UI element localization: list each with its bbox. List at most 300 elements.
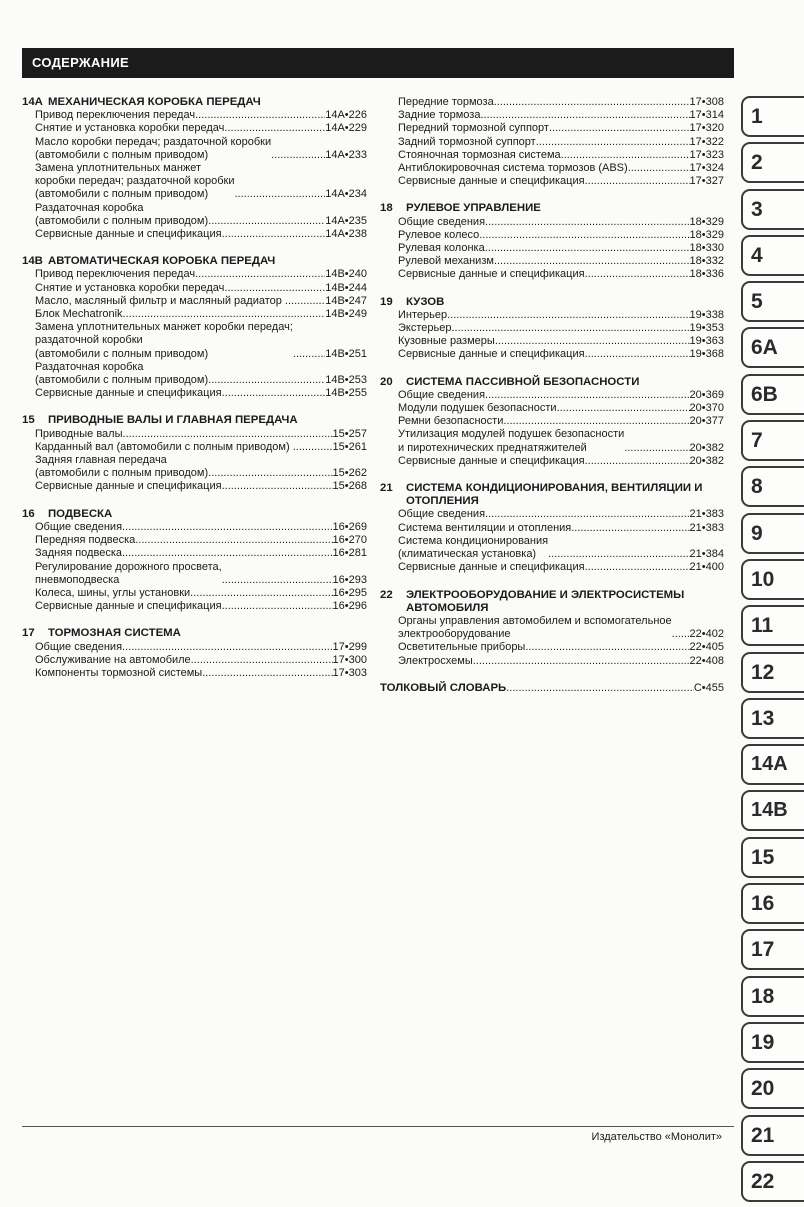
- leader-dots: [224, 122, 325, 135]
- toc-entry-page: 14A•233: [325, 148, 367, 161]
- toc-entry-line: раздаточной коробки: [35, 334, 143, 347]
- toc-entry-line: Стояночная тормозная система: [398, 148, 561, 161]
- section-number: 17: [22, 627, 35, 640]
- toc-entry-line: Задний тормозной суппорт: [398, 135, 536, 148]
- toc-entry-page: 17•303: [332, 666, 367, 679]
- leader-dots: [222, 574, 333, 587]
- toc-entry-line: Сервисные данные и спецификация: [35, 600, 222, 613]
- toc-entry[interactable]: [398, 322, 724, 335]
- toc-entry-page: 14A•238: [325, 228, 367, 241]
- toc-entry-line: Общие сведения: [35, 520, 123, 533]
- toc-entry-page: 14B•251: [325, 347, 367, 360]
- toc-right-sections: [380, 202, 724, 667]
- toc-entry-label: [35, 295, 291, 308]
- toc-entry-line: Рулевой механизм: [398, 255, 494, 268]
- chapter-tab-1[interactable]: 1: [741, 96, 804, 137]
- toc-entry[interactable]: [398, 415, 724, 428]
- toc-section-entries: [22, 521, 367, 613]
- toc-entry-line: Кузовные размеры: [398, 335, 495, 348]
- chapter-tab-3[interactable]: 3: [741, 189, 804, 230]
- toc-entry[interactable]: [398, 309, 724, 322]
- toc-section-entries: [380, 615, 724, 668]
- toc-entry-line: Сервисные данные и спецификация: [35, 387, 222, 400]
- toc-entry-label: [398, 402, 557, 415]
- section-title: ЭЛЕКТРООБОРУДОВАНИЕ И ЭЛЕКТРОСИСТЕМЫ АВТОМОБИЛЯ: [406, 588, 685, 614]
- glossary-page: С•455: [693, 681, 724, 694]
- toc-entry-page: 16•293: [332, 573, 367, 586]
- section-number: 14A: [22, 96, 43, 108]
- toc-entry-line: Привод переключения передач: [35, 109, 196, 122]
- toc-entry-line: Рулевое колесо: [398, 228, 480, 241]
- toc-entry-page: 18•329: [689, 215, 724, 228]
- leader-dots: [447, 309, 689, 322]
- chapter-tab-17[interactable]: 17: [741, 929, 804, 970]
- toc-entry-line: Рулевая колонка: [398, 242, 485, 255]
- toc-entry[interactable]: [35, 295, 367, 308]
- leader-dots: [485, 389, 690, 402]
- chapter-tab-2[interactable]: 2: [741, 142, 804, 183]
- toc-entry[interactable]: [35, 521, 367, 534]
- toc-entry[interactable]: [35, 308, 367, 321]
- section-title: ПОДВЕСКА: [48, 507, 113, 520]
- toc-entry-page: 14A•235: [325, 214, 367, 227]
- toc-entry[interactable]: [35, 454, 367, 480]
- toc-entry[interactable]: [35, 587, 367, 600]
- leader-dots: [494, 255, 690, 268]
- toc-entry-line: Колеса, шины, углы установки: [35, 586, 191, 599]
- toc-entry-page: 15•268: [332, 480, 367, 493]
- toc-entry[interactable]: [35, 534, 367, 547]
- toc-entry-page: 20•369: [689, 388, 724, 401]
- toc-entry-page: 19•363: [689, 335, 724, 348]
- toc-entry[interactable]: [398, 389, 724, 402]
- toc-entry-page: 21•384: [689, 548, 724, 561]
- section-number: 15: [22, 414, 35, 427]
- toc-entry-line: Масло, масляный фильтр и масляный радиатор ..: [35, 294, 292, 307]
- toc-entry-page: 14B•240: [325, 268, 367, 281]
- leader-dots: [480, 109, 689, 122]
- chapter-tab-19[interactable]: 19: [741, 1022, 804, 1063]
- toc-entry-page: 17•300: [332, 653, 367, 666]
- section-title: ТОРМОЗНАЯ СИСТЕМА: [48, 627, 181, 640]
- toc-section-heading[interactable]: [380, 376, 724, 389]
- chapter-tab-5[interactable]: 5: [741, 281, 804, 322]
- toc-entry-page: 17•314: [689, 109, 724, 122]
- toc-entry-page: 22•402: [689, 628, 724, 641]
- leader-dots: [672, 628, 690, 641]
- toc-entry-label: [398, 455, 585, 468]
- toc-entry[interactable]: [35, 441, 367, 454]
- toc-entry-page: 17•324: [689, 162, 724, 175]
- toc-entry-line: Экстерьер: [398, 322, 452, 335]
- toc-entry-label: [398, 255, 494, 268]
- toc-right-column: [380, 96, 724, 695]
- toc-entry[interactable]: [398, 109, 724, 122]
- toc-entry-line: коробки передач; раздаточной коробки: [35, 175, 235, 188]
- toc-entry-page: 17•299: [332, 640, 367, 653]
- toc-entry[interactable]: [35, 361, 367, 387]
- toc-section-heading[interactable]: [380, 202, 724, 215]
- toc-entry-label: [398, 522, 571, 535]
- toc-entry-label: [35, 308, 123, 321]
- toc-entry-line: (автомобили с полным приводом): [35, 467, 209, 480]
- toc-entry-label: [398, 322, 451, 335]
- toc-entry-line: (автомобили с полным приводом): [35, 347, 209, 360]
- leader-dots: [195, 268, 325, 281]
- toc-entry[interactable]: [398, 655, 724, 668]
- toc-entry[interactable]: [35, 109, 367, 122]
- toc-entry-label: [398, 109, 480, 122]
- section-number: 20: [380, 375, 393, 388]
- toc-entry[interactable]: [398, 561, 724, 574]
- leader-dots: [451, 322, 689, 335]
- leader-dots: [122, 641, 333, 654]
- section-number: 16: [22, 507, 35, 520]
- toc-section-heading[interactable]: [22, 627, 367, 640]
- toc-entry-label: [398, 508, 485, 521]
- toc-entry[interactable]: [35, 654, 367, 667]
- chapter-tab-7[interactable]: 7: [741, 420, 804, 461]
- section-number: 22: [380, 588, 393, 601]
- section-title: РУЛЕВОЕ УПРАВЛЕНИЕ: [406, 202, 541, 215]
- toc-section-19: [380, 296, 724, 362]
- toc-left-column: [22, 96, 367, 694]
- toc-entry-label: [398, 428, 624, 454]
- toc-entry-page: 14A•226: [325, 109, 367, 122]
- toc-section-heading[interactable]: [22, 508, 367, 521]
- toc-entry[interactable]: [398, 216, 724, 229]
- toc-section-heading[interactable]: [22, 414, 367, 427]
- toc-entry-page: 18•330: [689, 242, 724, 255]
- toc-entry-label: [35, 561, 222, 587]
- toc-entry-label: [398, 655, 473, 668]
- toc-entry-page: 16•296: [332, 600, 367, 613]
- toc-entry-page: 14B•244: [325, 281, 367, 294]
- section-number: 21: [380, 482, 393, 495]
- toc-entry-page: 19•368: [689, 348, 724, 361]
- toc-entry-label: [398, 615, 672, 641]
- chapter-tab-20[interactable]: 20: [741, 1068, 804, 1109]
- toc-entry[interactable]: [35, 667, 367, 680]
- toc-entry-label: [398, 389, 485, 402]
- toc-entry-line: Регулирование дорожного просвета,: [35, 560, 222, 573]
- leader-dots: [202, 667, 332, 680]
- toc-entry-label: [398, 348, 585, 361]
- toc-entry-page: 22•405: [689, 641, 724, 654]
- toc-entry-label: [35, 268, 195, 281]
- toc-entry[interactable]: [35, 480, 367, 493]
- toc-entry-label: [35, 441, 299, 454]
- toc-entry-line: Блок Mechatronik: [35, 308, 123, 321]
- toc-section-21: [380, 482, 724, 574]
- leader-dots: [271, 149, 325, 162]
- toc-entry[interactable]: [398, 508, 724, 521]
- toc-entry-page: 19•338: [689, 308, 724, 321]
- toc-entry-page: 20•377: [689, 415, 724, 428]
- toc-entry-page: 17•323: [689, 148, 724, 161]
- toc-entry[interactable]: [398, 455, 724, 468]
- section-title: КУЗОВ: [406, 295, 445, 308]
- leader-dots: [525, 641, 689, 654]
- toc-entry-label: [35, 667, 202, 680]
- leader-dots: [195, 109, 325, 122]
- leader-dots: [585, 268, 690, 281]
- toc-entry[interactable]: [35, 202, 367, 228]
- toc-entry-label: [398, 309, 447, 322]
- toc-section-heading[interactable]: [22, 255, 367, 268]
- section-number: 18: [380, 202, 393, 215]
- toc-entry-line: пневмоподвеска: [35, 573, 120, 586]
- toc-entry-page: 14B•253: [325, 374, 367, 387]
- toc-entry[interactable]: [35, 321, 367, 361]
- toc-entry-label: [35, 587, 190, 600]
- toc-entry-line: (автомобили с полным приводом): [35, 374, 209, 387]
- toc-entry-page: 21•400: [689, 561, 724, 574]
- toc-section-15: [22, 414, 367, 493]
- glossary-label: ТОЛКОВЫЙ СЛОВАРЬ: [380, 681, 507, 694]
- toc-entry-page: 14B•247: [325, 294, 367, 307]
- toc-entry[interactable]: [35, 122, 367, 135]
- toc-entry-line: и пиротехнических преднатяжителей: [398, 441, 587, 454]
- toc-entry[interactable]: [35, 136, 367, 162]
- toc-entry-page: 18•332: [689, 255, 724, 268]
- leader-dots: [485, 508, 690, 521]
- toc-entry[interactable]: [398, 615, 724, 641]
- toc-entry-label: [398, 136, 536, 149]
- chapter-tab-13[interactable]: 13: [741, 698, 804, 739]
- chapter-tab-16[interactable]: 16: [741, 883, 804, 924]
- toc-entry-line: Привод переключения передач: [35, 268, 196, 281]
- leader-dots: [191, 654, 333, 667]
- toc-entry-label: [35, 122, 224, 135]
- leader-dots: [123, 308, 326, 321]
- toc-entry[interactable]: [35, 228, 367, 241]
- toc-entry-label: [398, 268, 585, 281]
- leader-dots: [503, 415, 689, 428]
- toc-entry[interactable]: [35, 428, 367, 441]
- leader-dots: [222, 480, 333, 493]
- toc-section-entries: [22, 268, 367, 400]
- chapter-tab-22[interactable]: 22: [741, 1161, 804, 1202]
- toc-entry-line: Осветительные приборы: [398, 641, 526, 654]
- chapter-tab-15[interactable]: 15: [741, 837, 804, 878]
- toc-entry[interactable]: [398, 535, 724, 561]
- chapter-tab-6a[interactable]: 6A: [741, 327, 804, 368]
- toc-entry-label: [35, 136, 271, 162]
- toc-entry-label: [398, 561, 585, 574]
- toc-entry[interactable]: [398, 348, 724, 361]
- toc-entry[interactable]: [398, 428, 724, 454]
- toc-entry-page: 16•270: [332, 534, 367, 547]
- chapter-tab-10[interactable]: 10: [741, 559, 804, 600]
- leader-dots: [222, 228, 326, 241]
- leader-dots: [224, 282, 325, 295]
- chapter-tab-6b[interactable]: 6B: [741, 374, 804, 415]
- leader-dots: [291, 295, 325, 308]
- toc-entry-page: 21•383: [689, 521, 724, 534]
- toc-entry[interactable]: [35, 282, 367, 295]
- toc-entry-label: [35, 600, 222, 613]
- toc-section-heading[interactable]: [380, 482, 724, 508]
- chapter-tab-14a[interactable]: 14A: [741, 744, 804, 785]
- toc-glossary[interactable]: [380, 682, 724, 695]
- toc-section-entries: [380, 309, 724, 362]
- toc-entry[interactable]: [398, 96, 724, 109]
- toc-entry[interactable]: [398, 402, 724, 415]
- chapter-tab-11[interactable]: 11: [741, 605, 804, 646]
- toc-entry[interactable]: [35, 641, 367, 654]
- toc-section-20: [380, 376, 724, 468]
- toc-entry-page: 19•353: [689, 322, 724, 335]
- toc-entry-page: 18•336: [689, 268, 724, 281]
- chapter-tab-18[interactable]: 18: [741, 976, 804, 1017]
- toc-entry-label: [35, 202, 208, 228]
- leader-dots: [495, 335, 690, 348]
- leader-dots: [585, 561, 690, 574]
- toc-entry-line: Передние тормоза: [398, 96, 494, 108]
- toc-entry[interactable]: [398, 268, 724, 281]
- publisher-name: Издательство «Монолит»: [591, 1131, 722, 1143]
- chapter-tab-9[interactable]: 9: [741, 513, 804, 554]
- leader-dots: [479, 229, 689, 242]
- section-title: МЕХАНИЧЕСКАЯ КОРОБКА ПЕРЕДАЧ: [48, 96, 261, 108]
- toc-entry[interactable]: [398, 335, 724, 348]
- toc-entry-page: 16•281: [332, 547, 367, 560]
- leader-dots: [293, 348, 325, 361]
- toc-entry-page: 20•382: [689, 441, 724, 454]
- toc-entry-line: электрооборудование: [398, 628, 511, 641]
- toc-entry-page: 17•327: [689, 175, 724, 188]
- toc-entry-page: 14B•255: [325, 387, 367, 400]
- toc-entry-line: Сервисные данные и спецификация: [398, 454, 585, 467]
- toc-entry-line: Передняя подвеска: [35, 534, 136, 547]
- toc-entry[interactable]: [398, 162, 724, 175]
- section-title: СИСТЕМА КОНДИЦИОНИРОВАНИЯ, ВЕНТИЛЯЦИИ И ОТОПЛЕНИЯ: [406, 482, 703, 508]
- leader-dots: [222, 600, 333, 613]
- toc-entry[interactable]: [398, 255, 724, 268]
- toc-entry-label: [398, 229, 479, 242]
- toc-entry-line: Утилизация модулей подушек безопасности: [398, 428, 625, 441]
- toc-entry-page: 15•257: [332, 427, 367, 440]
- toc-entry-page: 15•262: [332, 467, 367, 480]
- toc-entry-line: Общие сведения: [398, 508, 486, 521]
- toc-entry-line: Сервисные данные и спецификация: [35, 480, 222, 493]
- toc-entry[interactable]: [398, 229, 724, 242]
- chapter-tab-4[interactable]: 4: [741, 235, 804, 276]
- toc-entry-label: [398, 242, 485, 255]
- toc-entry[interactable]: [398, 175, 724, 188]
- toc-entry[interactable]: [398, 242, 724, 255]
- toc-section-14b: [22, 255, 367, 400]
- toc-entry-line: Передний тормозной суппорт: [398, 122, 549, 135]
- toc-section-entries: [380, 508, 724, 574]
- section-title: СИСТЕМА ПАССИВНОЙ БЕЗОПАСНОСТИ: [406, 375, 640, 388]
- leader-dots: [624, 442, 689, 455]
- toc-section-entries: [22, 641, 367, 681]
- toc-entry[interactable]: [35, 561, 367, 587]
- toc-entry-label: [35, 654, 191, 667]
- toc-entry-page: 17•308: [689, 96, 724, 108]
- toc-entry-label: [398, 96, 494, 109]
- toc-entry-line: Приводные валы: [35, 427, 123, 440]
- toc-entry-label: [398, 216, 485, 229]
- chapter-tab-21[interactable]: 21: [741, 1115, 804, 1156]
- toc-entry-line: Система вентиляции и отопления: [398, 521, 572, 534]
- toc-section-heading[interactable]: [22, 96, 367, 109]
- toc-section-17: [22, 627, 367, 680]
- toc-entry[interactable]: [35, 268, 367, 281]
- toc-entry[interactable]: [35, 600, 367, 613]
- toc-entry-label: [398, 415, 503, 428]
- toc-entry-label: [35, 109, 195, 122]
- leader-dots: [494, 96, 690, 109]
- toc-entry[interactable]: [398, 136, 724, 149]
- leader-dots: [234, 188, 325, 201]
- toc-entry[interactable]: [398, 641, 724, 654]
- toc-entry-line: Общие сведения: [398, 215, 486, 228]
- toc-section-22: [380, 589, 724, 668]
- toc-entry-label: [35, 162, 234, 202]
- leader-dots: [585, 455, 690, 468]
- toc-entry-line: Интерьер: [398, 308, 448, 321]
- leader-dots: [571, 522, 689, 535]
- toc-entry-line: Ремни безопасности: [398, 415, 504, 428]
- toc-entry[interactable]: [398, 522, 724, 535]
- toc-entry-label: [35, 534, 135, 547]
- leader-dots: [485, 242, 690, 255]
- toc-entry-label: [398, 149, 561, 162]
- chapter-tab-12[interactable]: 12: [741, 652, 804, 693]
- toc-entry-label: [35, 428, 123, 441]
- toc-entry-line: (автомобили с полным приводом): [35, 214, 209, 227]
- section-number: 14B: [22, 255, 43, 268]
- chapter-tab-14b[interactable]: 14B: [741, 790, 804, 831]
- toc-section-heading[interactable]: [380, 296, 724, 309]
- toc-entry-line: Антиблокировочная система тормозов (ABS): [398, 162, 628, 175]
- toc-entry-page: 14A•234: [325, 188, 367, 201]
- leader-dots: [208, 374, 325, 387]
- toc-entry-page: 14B•249: [325, 308, 367, 321]
- toc-entry[interactable]: [35, 162, 367, 202]
- toc-entry-line: Сервисные данные и спецификация: [398, 268, 585, 281]
- leader-dots: [473, 655, 690, 668]
- toc-entry-line: Обслуживание на автомобиле: [35, 653, 191, 666]
- toc-continuation-17: [380, 96, 724, 188]
- chapter-tab-8[interactable]: 8: [741, 466, 804, 507]
- leader-dots: [557, 402, 690, 415]
- toc-entry-page: 15•261: [332, 440, 367, 453]
- toc-section-heading[interactable]: [380, 589, 724, 615]
- leader-dots: [485, 216, 690, 229]
- toc-entry-label: [35, 282, 224, 295]
- toc-entry[interactable]: [35, 387, 367, 400]
- leader-dots: [585, 348, 690, 361]
- toc-entry[interactable]: [398, 122, 724, 135]
- section-number: 19: [380, 295, 393, 308]
- toc-entry-line: Задняя главная передача: [35, 454, 167, 467]
- toc-section-14a: [22, 96, 367, 241]
- toc-entry-label: [398, 335, 495, 348]
- leader-dots: [135, 534, 332, 547]
- chapter-tabs: [741, 96, 804, 1207]
- toc-entry-label: [35, 641, 122, 654]
- toc-entry-label: [35, 228, 222, 241]
- toc-entry[interactable]: [398, 149, 724, 162]
- toc-entry-line: Модули подушек безопасности: [398, 402, 557, 415]
- toc-entry-line: (автомобили с полным приводом): [35, 148, 209, 161]
- toc-entry[interactable]: [35, 547, 367, 560]
- toc-entry-line: (автомобили с полным приводом): [35, 188, 209, 201]
